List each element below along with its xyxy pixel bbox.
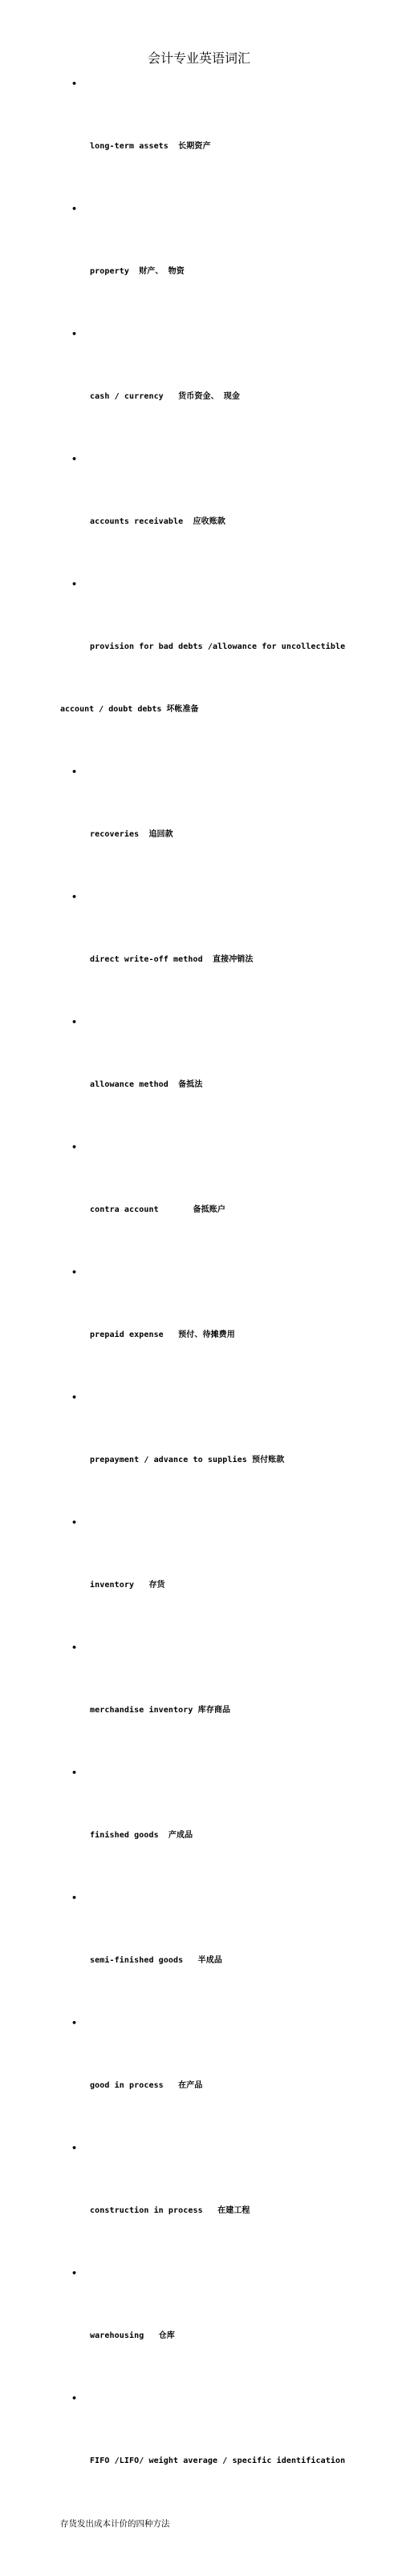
list-item-text: finished goods 产成品 — [90, 1831, 193, 1840]
bullet-icon: • — [71, 1517, 78, 1528]
list-item — [71, 324, 343, 449]
list-item-text: semi-finished goods 半成品 — [90, 1956, 222, 1965]
list-item-text: contra account 备抵账户 — [90, 1205, 225, 1214]
list-item — [71, 1513, 343, 1638]
list-item — [71, 2263, 343, 2388]
bullet-icon: • — [71, 767, 78, 777]
list-item — [71, 1888, 343, 2013]
list-item — [60, 2388, 346, 2576]
list-item-text: FIFO /LIFO/ weight average / specific identification — [90, 2457, 346, 2465]
list-item-continuation: 存货发出成本计价的四种方法 — [60, 2519, 170, 2529]
bullet-icon: • — [71, 329, 78, 339]
bullet-icon: • — [71, 2018, 78, 2028]
list-item — [71, 199, 343, 324]
list-item — [71, 1638, 343, 1763]
list-item-text: construction in process 在建工程 — [90, 2206, 250, 2215]
list-item — [71, 74, 343, 199]
bullet-icon: • — [71, 204, 78, 214]
list-item-text: property 财产、 物资 — [90, 267, 185, 276]
list-item-text: recoveries 追回款 — [90, 830, 173, 839]
list-item — [71, 1763, 343, 1888]
bullet-icon: • — [71, 1392, 78, 1403]
list-item-text: prepaid expense 预付、待摊费用 — [90, 1331, 235, 1339]
bullet-icon: • — [71, 892, 78, 902]
list-item — [60, 574, 346, 762]
bullet-icon: • — [71, 1768, 78, 1778]
list-item-text: merchandise inventory 库存商品 — [90, 1706, 231, 1715]
list-item — [71, 762, 343, 887]
list-item-text: inventory 存货 — [90, 1581, 165, 1590]
bullet-icon: • — [71, 454, 78, 464]
list-item — [71, 2013, 343, 2138]
bullet-icon: • — [71, 1642, 78, 1653]
vocabulary-list — [60, 74, 346, 2576]
list-item-text: provision for bad debts /allowance for uncollectible — [90, 642, 346, 651]
list-item-continuation: account / doubt debts 坏帐准备 — [60, 705, 199, 714]
bullet-icon: • — [71, 1017, 78, 1027]
list-item — [71, 1137, 343, 1262]
list-item — [71, 1262, 343, 1387]
bullet-icon: • — [71, 79, 78, 89]
list-item-text: long-term assets 长期资产 — [90, 142, 211, 151]
bullet-icon: • — [71, 1267, 78, 1278]
bullet-icon: • — [71, 579, 78, 589]
bullet-icon: • — [71, 2143, 78, 2153]
list-item-text: cash / currency 货币资金、 现金 — [90, 392, 240, 401]
list-item — [71, 1387, 343, 1513]
bullet-icon: • — [71, 2268, 78, 2278]
list-item — [71, 2138, 343, 2263]
bullet-icon: • — [71, 2393, 78, 2404]
bullet-icon: • — [71, 1142, 78, 1152]
document-title: 会计专业英语词汇 — [147, 51, 250, 66]
list-item-text: good in process 在产品 — [90, 2081, 203, 2090]
list-item — [71, 887, 343, 1012]
list-item-text: warehousing 仓库 — [90, 2331, 175, 2340]
list-item-text: direct write-off method 直接冲销法 — [90, 955, 254, 964]
list-item — [71, 1012, 343, 1137]
list-item-text: allowance method 备抵法 — [90, 1080, 203, 1089]
list-item — [71, 449, 343, 574]
list-item-text: prepayment / advance to supplies 预付账款 — [90, 1456, 285, 1464]
list-item-text: accounts receivable 应收账款 — [90, 517, 225, 526]
bullet-icon: • — [71, 1893, 78, 1903]
